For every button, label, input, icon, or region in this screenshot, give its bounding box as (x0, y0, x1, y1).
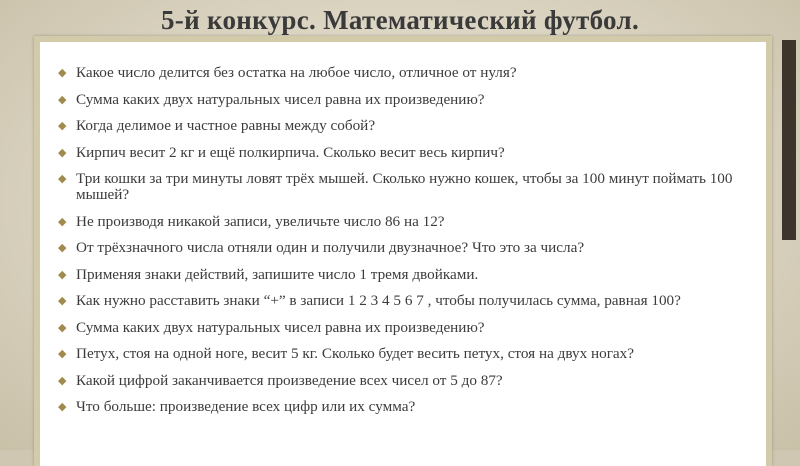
question-list (58, 65, 754, 426)
question-item (58, 293, 754, 309)
bullet-diamond-icon: ◆ (58, 146, 67, 159)
question-text: Какой цифрой заканчивается произведение всех чисел от 5 до 87? (76, 371, 503, 389)
bullet-diamond-icon: ◆ (58, 374, 67, 387)
bullet-diamond-icon: ◆ (58, 93, 67, 106)
question-text: Кирпич весит 2 кг и ещё полкирпича. Сколько весит весь кирпич? (76, 143, 505, 161)
question-item (58, 399, 754, 415)
question-text: Как нужно расставить знаки “+” в записи 1 2 3 4 5 6 7 , чтобы получилась сумма, равная 100? (76, 292, 681, 309)
question-item (58, 65, 754, 81)
question-item (58, 145, 754, 161)
question-item (58, 214, 754, 230)
question-item (58, 240, 754, 256)
bullet-diamond-icon: ◆ (58, 268, 67, 281)
question-text: Сумма каких двух натуральных чисел равна их произведению? (76, 90, 485, 108)
question-text: Не производя никакой записи, увеличьте число 86 на 12? (76, 212, 445, 230)
question-item (58, 118, 754, 134)
question-text: Сумма каких двух натуральных чисел равна их произведению? (76, 318, 485, 336)
question-text: Три кошки за три минуты ловят трёх мышей. Сколько нужно кошек, чтобы за 100 минут поймать 100 мышей? (76, 170, 733, 203)
bullet-diamond-icon: ◆ (58, 120, 67, 132)
bullet-diamond-icon: ◆ (58, 242, 67, 254)
question-text: Какое число делится без остатка на любое число, отличное от нуля? (76, 64, 517, 81)
bullet-diamond-icon: ◆ (58, 401, 67, 413)
accent-bar (782, 40, 796, 240)
question-text: От трёхзначного числа отняли один и получили двузначное? Что это за числа? (76, 239, 585, 256)
question-text: Что больше: произведение всех цифр или их сумма? (76, 398, 416, 415)
question-item (58, 320, 754, 336)
question-item (58, 267, 754, 283)
bullet-diamond-icon: ◆ (58, 348, 67, 360)
bullet-diamond-icon: ◆ (58, 173, 67, 185)
bullet-diamond-icon: ◆ (58, 67, 67, 79)
question-item (58, 373, 754, 389)
question-text: Применяя знаки действий, запишите число 1 тремя двойками. (76, 265, 479, 283)
question-item (58, 171, 754, 203)
question-item (58, 92, 754, 108)
bullet-diamond-icon: ◆ (58, 321, 67, 334)
content-frame (34, 36, 772, 466)
question-item (58, 346, 754, 362)
question-text: Петух, стоя на одной ноге, весит 5 кг. Сколько будет весить петух, стоя на двух ногах? (76, 345, 635, 362)
question-text: Когда делимое и частное равны между собой? (76, 117, 376, 134)
bullet-diamond-icon: ◆ (58, 215, 67, 228)
slide-title: 5-й конкурс. Математический футбол. (161, 5, 639, 35)
content-panel (40, 42, 766, 466)
bullet-diamond-icon: ◆ (58, 295, 67, 307)
